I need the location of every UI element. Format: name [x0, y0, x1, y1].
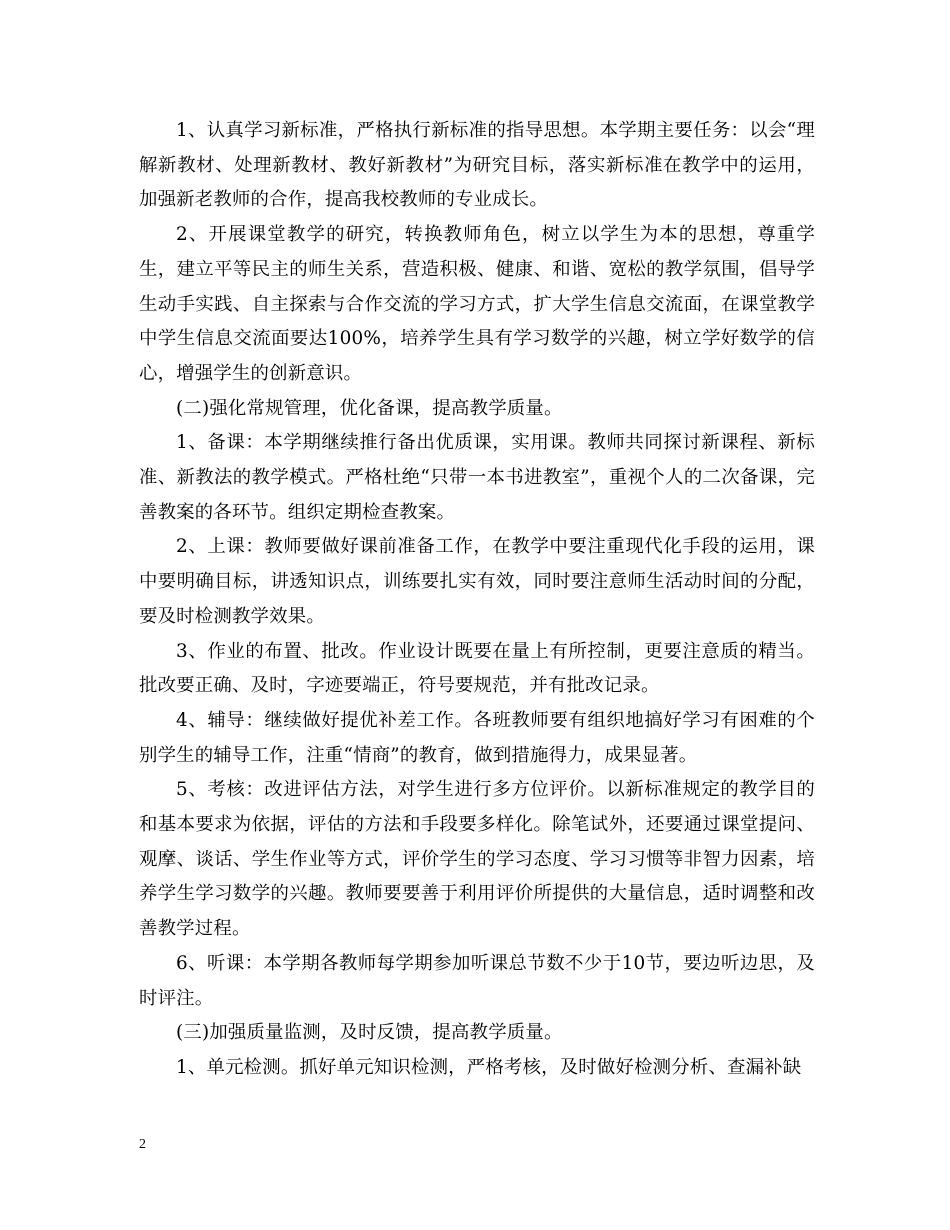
page-number: 2	[139, 1137, 146, 1152]
paragraph-observation: 6、听课：本学期各教师每学期参加听课总节数不少于10节，要边听边思，及时评注。	[139, 952, 815, 1009]
paragraph-lesson-prep: 1、备课：本学期继续推行备出优质课，实用课。教师共同探讨新课程、新标准、新教法的教学模式。严格杜绝“只带一本书进教室”，重视个人的二次备课，完善教案的各环节。组织定期检查教案。	[139, 432, 815, 523]
paragraph-unit-test: 1、单元检测。抓好单元知识检测，严格考核，及时做好检测分析、查漏补缺	[176, 1056, 802, 1078]
paragraph-class: 2、上课：教师要做好课前准备工作，在教学中要注重现代化手段的运用，课中要明确目标，讲透知识点，训练要扎实有效，同时要注意师生活动时间的分配，要及时检测教学效果。	[139, 536, 815, 627]
section-heading-3: (三)加强质量监测，及时反馈，提高教学质量。	[176, 1022, 563, 1044]
paragraph-1: 1、认真学习新标准，严格执行新标准的指导思想。本学期主要任务：以会“理解新教材、处理新教材、教好新教材”为研究目标，落实新标准在教学中的运用，加强新老教师的合作，提高我校教师的专业成长。	[139, 120, 815, 211]
section-heading-2: (二)强化常规管理，优化备课，提高教学质量。	[176, 397, 563, 419]
paragraph-tutoring: 4、辅导：继续做好提优补差工作。各班教师要有组织地搞好学习有困难的个别学生的辅导工作，注重“情商”的教育，做到措施得力，成果显著。	[139, 709, 815, 766]
document-body	[139, 114, 815, 1086]
paragraph-homework: 3、作业的布置、批改。作业设计既要在量上有所控制，更要注意质的精当。批改要正确、及时，字迹要端正，符号要规范，并有批改记录。	[139, 640, 815, 697]
paragraph-assessment: 5、考核：改进评估方法，对学生进行多方位评价。以新标准规定的教学目的和基本要求为依据，评估的方法和手段要多样化。除笔试外，还要通过课堂提问、观摩、谈话、学生作业等方式，评价学生的学习态度、学习习惯等非智力因素，培养学生学习数学的兴趣。教师要要善于利用评价所提供的大量信息，适时调整和改善教学过程。	[139, 779, 815, 940]
paragraph-2: 2、开展课堂教学的研究，转换教师角色，树立以学生为本的思想，尊重学生，建立平等民主的师生关系，营造积极、健康、和谐、宽松的教学氛围，倡导学生动手实践、自主探索与合作交流的学习方式，扩大学生信息交流面，在课堂教学中学生信息交流面要达100%，培养学生具有学习数学的兴趣，树立学好数学的信心，增强学生的创新意识。	[139, 224, 815, 384]
